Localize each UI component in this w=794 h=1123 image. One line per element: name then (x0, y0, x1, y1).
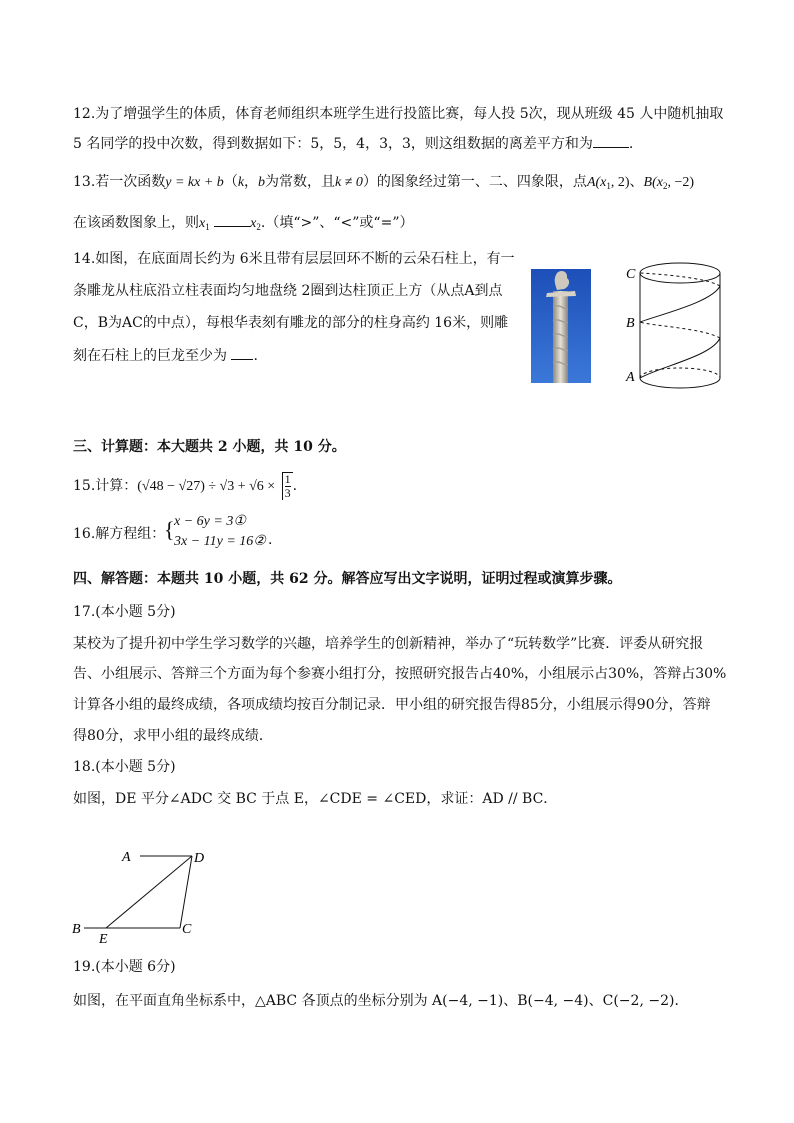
q13-p3: 为常数，且 (265, 174, 336, 190)
trap-label-e: E (99, 932, 108, 945)
q13-condition: k ≠ 0 (335, 175, 363, 190)
q14-line1: 14.如图，在底面周长约为 6米且带有层层回环不断的云朵石柱上，有一 (73, 251, 515, 267)
q16-prefix: 16.解方程组： (73, 526, 166, 542)
q13-line1 (73, 172, 694, 193)
q15-expression: (√48 − √27) ÷ √3 + √6 × (137, 479, 276, 494)
q14-end: . (253, 348, 258, 364)
q15-line (73, 472, 297, 500)
q13-point-b-end: , −2) (667, 175, 695, 190)
trap-label-b: B (72, 922, 81, 937)
trapezoid-diagram (66, 845, 216, 945)
q13-x1: x (199, 216, 206, 231)
q17-line2: 告、小组展示、答辩三个方面为每个参赛小组打分，按照研究报告占40%，小组展示占30%，答辩占30% (73, 666, 727, 682)
q14-line4 (73, 345, 258, 366)
q13-l2a: 在该函数图象上，则 (73, 215, 199, 231)
q18-head: 18.(本小题 5分) (73, 759, 176, 775)
q12-text: 5 名同学的投中次数，得到数据如下：5，5，4，3，3，则这组数据的离差平方和为 (73, 136, 593, 152)
q17-line4: 得80分，求甲小组的最终成绩． (73, 728, 273, 744)
q14-line2: 条雕龙从柱底沿立柱表面均匀地盘绕 2圈到达柱顶正上方（从点A到点 (73, 283, 503, 299)
stone-column-photo (531, 269, 591, 383)
q13-x2-sub: 2 (256, 222, 261, 232)
q13-p2: （ (223, 174, 238, 190)
q19-head: 19.(本小题 6分) (73, 959, 176, 975)
q19-line1: 如图，在平面直角坐标系中，△ABC 各顶点的坐标分别为 A(−4, −1)、B(−4, −4)、C(−2, −2)． (73, 993, 689, 1009)
section-4-heading: 四、解答题：本题共 10 小题，共 62 分。解答应写出文字说明，证明过程或演算步骤。 (73, 571, 622, 587)
q13-x2: x (250, 216, 257, 231)
q15-frac-den: 3 (284, 486, 291, 500)
q14-text: 刻在石柱上的巨龙至少为 (73, 348, 227, 364)
q15-prefix: 15.计算： (73, 478, 138, 494)
q12-line2 (73, 133, 633, 154)
q16-eq1: x − 6y = 3① (174, 514, 246, 529)
q13-l2b: .（填“>”、“<”或“=”） (260, 215, 414, 231)
q13-p4: ）的图象经过第一、二、四象限，点 (362, 174, 587, 190)
trap-label-c: C (182, 922, 192, 937)
q13-sep: 、 (629, 174, 644, 190)
trap-label-d: D (194, 851, 205, 866)
q13-x1-sub: 1 (205, 222, 210, 232)
q13-point-b-sub: 2 (662, 181, 668, 191)
cylinder-label-a: A (626, 370, 635, 385)
q16-eq2: 3x − 11y = 16② (174, 534, 266, 549)
q16-end: . (268, 532, 273, 548)
q12-end: . (628, 136, 634, 152)
q13-point-a-sub: 1 (606, 181, 611, 191)
q13-comma: ， (244, 174, 259, 190)
q18-line1: 如图，DE 平分∠ADC 交 BC 于点 E，∠CDE = ∠CED，求证：AD // BC． (73, 791, 558, 807)
q14-answer-blank[interactable] (231, 345, 253, 360)
q16-system (174, 512, 266, 552)
cylinder-label-b: B (626, 316, 635, 331)
q13-k: k (237, 175, 245, 190)
q13-point-b: B(x (643, 175, 663, 190)
q17-line1: 某校为了提升初中学生学习数学的兴趣，培养学生的创新精神，举办了“玩转数学”比赛．评委从研究报 (73, 636, 704, 652)
q13-function: y = kx + b (165, 175, 224, 190)
q13-answer-blank[interactable] (214, 212, 250, 227)
q17-line3: 计算各小组的最终成绩，各项成绩均按百分制记录．甲小组的研究报告得85分，小组展示得90分，答辩 (73, 697, 711, 713)
q12-answer-blank[interactable] (593, 133, 629, 148)
q15-end: . (292, 478, 298, 494)
q12-line1: 12.为了增强学生的体质，体育老师组织本班学生进行投篮比赛，每人投 5次，现从班级 45 人中随机抽取 (73, 106, 724, 122)
cylinder-label-c: C (626, 267, 636, 282)
q13-point-a: A(x (586, 175, 607, 190)
cylinder-diagram (622, 256, 732, 396)
q13-line2 (73, 212, 413, 234)
trap-label-a: A (122, 850, 131, 865)
q13-b: b (258, 175, 266, 190)
section-3-heading: 三、计算题：本大题共 2 小题，共 10 分。 (73, 439, 346, 455)
q16-brace: { (164, 517, 175, 542)
q15-frac-num: 1 (284, 472, 291, 486)
q17-head: 17.(本小题 5分) (73, 604, 176, 620)
q15-fraction (282, 472, 293, 500)
q14-line3: C，B为AC的中点），每根华表刻有雕龙的部分的柱身高约 16米，则雕 (73, 315, 509, 331)
q13-p1: 13.若一次函数 (73, 174, 166, 190)
q13-point-a-end: , 2) (610, 175, 630, 190)
